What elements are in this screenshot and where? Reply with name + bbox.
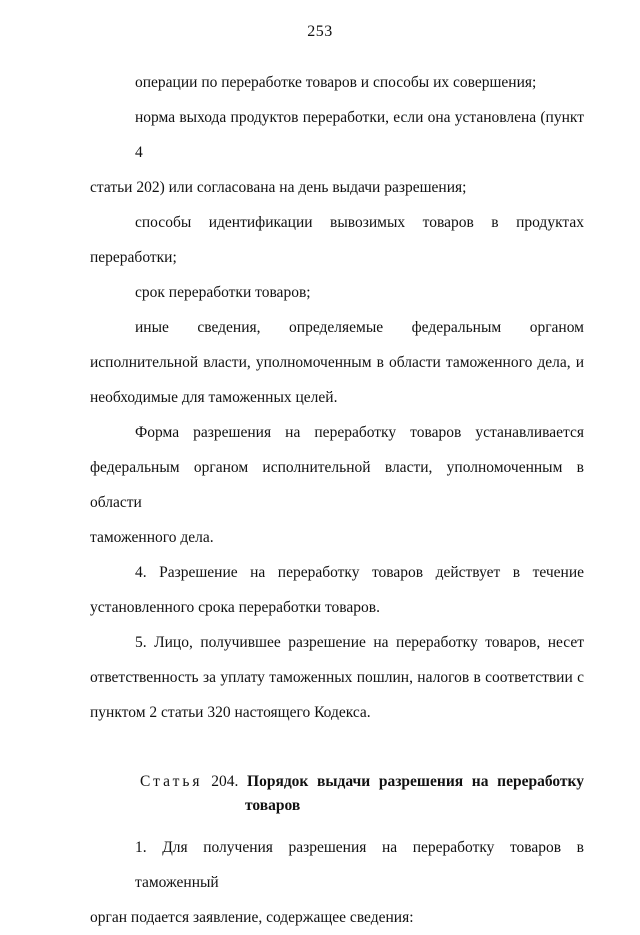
article-title-continuation: товаров	[245, 797, 301, 814]
text-line: статьи 202) или согласована на день выдачи разрешения;	[90, 179, 467, 196]
text-line: переработки;	[90, 249, 177, 266]
text-line: иные сведения, определяемые федеральным органом	[135, 319, 584, 336]
paragraph-item-5	[90, 625, 584, 730]
text-line: 1. Для получения разрешения на переработку товаров в таможенный	[135, 839, 584, 891]
text-line: ответственность за уплату таможенных пошлин, налогов в соответствии с	[90, 669, 584, 686]
page-body	[90, 65, 584, 935]
paragraph	[90, 65, 584, 100]
paragraph-item-1	[90, 830, 584, 935]
article-number: 204.	[211, 773, 239, 790]
text-line: исполнительной власти, уполномоченным в области таможенного дела, и	[90, 354, 584, 371]
text-line: срок переработки товаров;	[135, 284, 311, 301]
text-line: 4. Разрешение на переработку товаров действует в течение	[135, 564, 584, 581]
text-line: Форма разрешения на переработку товаров устанавливается	[135, 424, 584, 441]
text-line: пунктом 2 статьи 320 настоящего Кодекса.	[90, 704, 371, 721]
text-line: способы идентификации вывозимых товаров в продуктах	[135, 214, 584, 231]
text-line: необходимые для таможенных целей.	[90, 389, 338, 406]
text-line: 5. Лицо, получившее разрешение на переработку товаров, несет	[135, 634, 584, 651]
text-line: орган подается заявление, содержащее сведения:	[90, 909, 414, 926]
text-line: федеральным органом исполнительной власти, уполномоченным в области	[90, 459, 584, 511]
paragraph-item-4	[90, 555, 584, 625]
article-heading	[140, 770, 584, 818]
text-line: таможенного дела.	[90, 529, 214, 546]
paragraph	[90, 275, 584, 310]
text-line: норма выхода продуктов переработки, если она установлена (пункт 4	[135, 109, 584, 161]
article-title: Порядок выдачи разрешения на переработку	[247, 773, 584, 790]
paragraph	[90, 205, 584, 275]
paragraph	[90, 100, 584, 205]
paragraph	[90, 415, 584, 555]
article-label: Статья	[140, 773, 203, 790]
text-line: операции по переработке товаров и способы их совершения;	[135, 74, 537, 91]
page-number: 253	[307, 23, 333, 40]
article-heading-line	[140, 770, 584, 794]
text-line: установленного срока переработки товаров.	[90, 599, 380, 616]
paragraph	[90, 310, 584, 415]
